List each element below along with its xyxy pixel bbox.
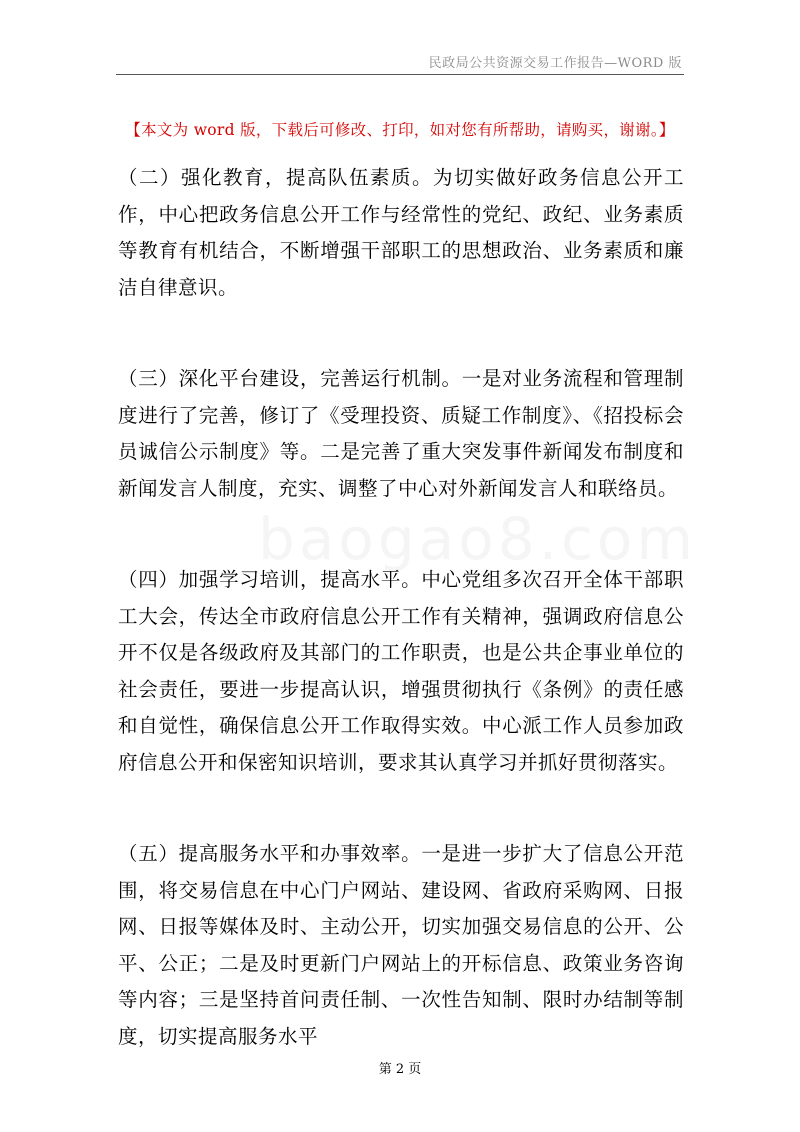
watermark: baogao8.com xyxy=(258,505,697,573)
document-header-title: 民政局公共资源交易工作报告—WORD 版 xyxy=(428,56,682,71)
paragraph-education: （二）强化教育，提高队伍素质。为切实做好政务信息公开工作，中心把政务信息公开工作与经常性的党纪、政纪、业务素质等教育有机结合，不断增强干部职工的思想政治、业务素质和廉洁自律意识。 xyxy=(118,166,684,299)
page-number: 第 2 页 xyxy=(378,1062,422,1077)
header-divider xyxy=(116,74,684,75)
paragraph-platform: （三）深化平台建设，完善运行机制。一是对业务流程和管理制度进行了完善，修订了《受理投资、质疑工作制度》、《招投标会员诚信公示制度》等。二是完善了重大突发事件新闻发布制度和新闻发言人制度，充实、调整了中心对外新闻发言人和联络员。 xyxy=(118,367,684,500)
document-body xyxy=(118,160,684,1055)
paragraph-training: （四）加强学习培训，提高水平。中心党组多次召开全体干部职工大会，传达全市政府信息公开工作有关精神，强调政府信息公开不仅是各级政府及其部门的工作职责，也是公共企事业单位的社会责任，要进一步提高认识，增强贯彻执行《条例》的责任感和自觉性，确保信息公开工作取得实效。中心派工作人员参加政府信息公开和保密知识培训，要求其认真学习并抓好贯彻落实。 xyxy=(118,568,684,774)
download-notice: 【本文为 word 版，下载后可修改、打印，如对您有所帮助，请购买，谢谢。】 xyxy=(125,121,675,139)
paragraph-service: （五）提高服务水平和办事效率。一是进一步扩大了信息公开范围，将交易信息在中心门户网站、建设网、省政府采购网、日报网、日报等媒体及时、主动公开，切实加强交易信息的公开、公平、公正；二是及时更新门户网站上的开标信息、政策业务咨询等内容；三是坚持首问责任制、一次性告知制、限时办结制等制度，切实提高服务水平 xyxy=(118,842,684,1048)
